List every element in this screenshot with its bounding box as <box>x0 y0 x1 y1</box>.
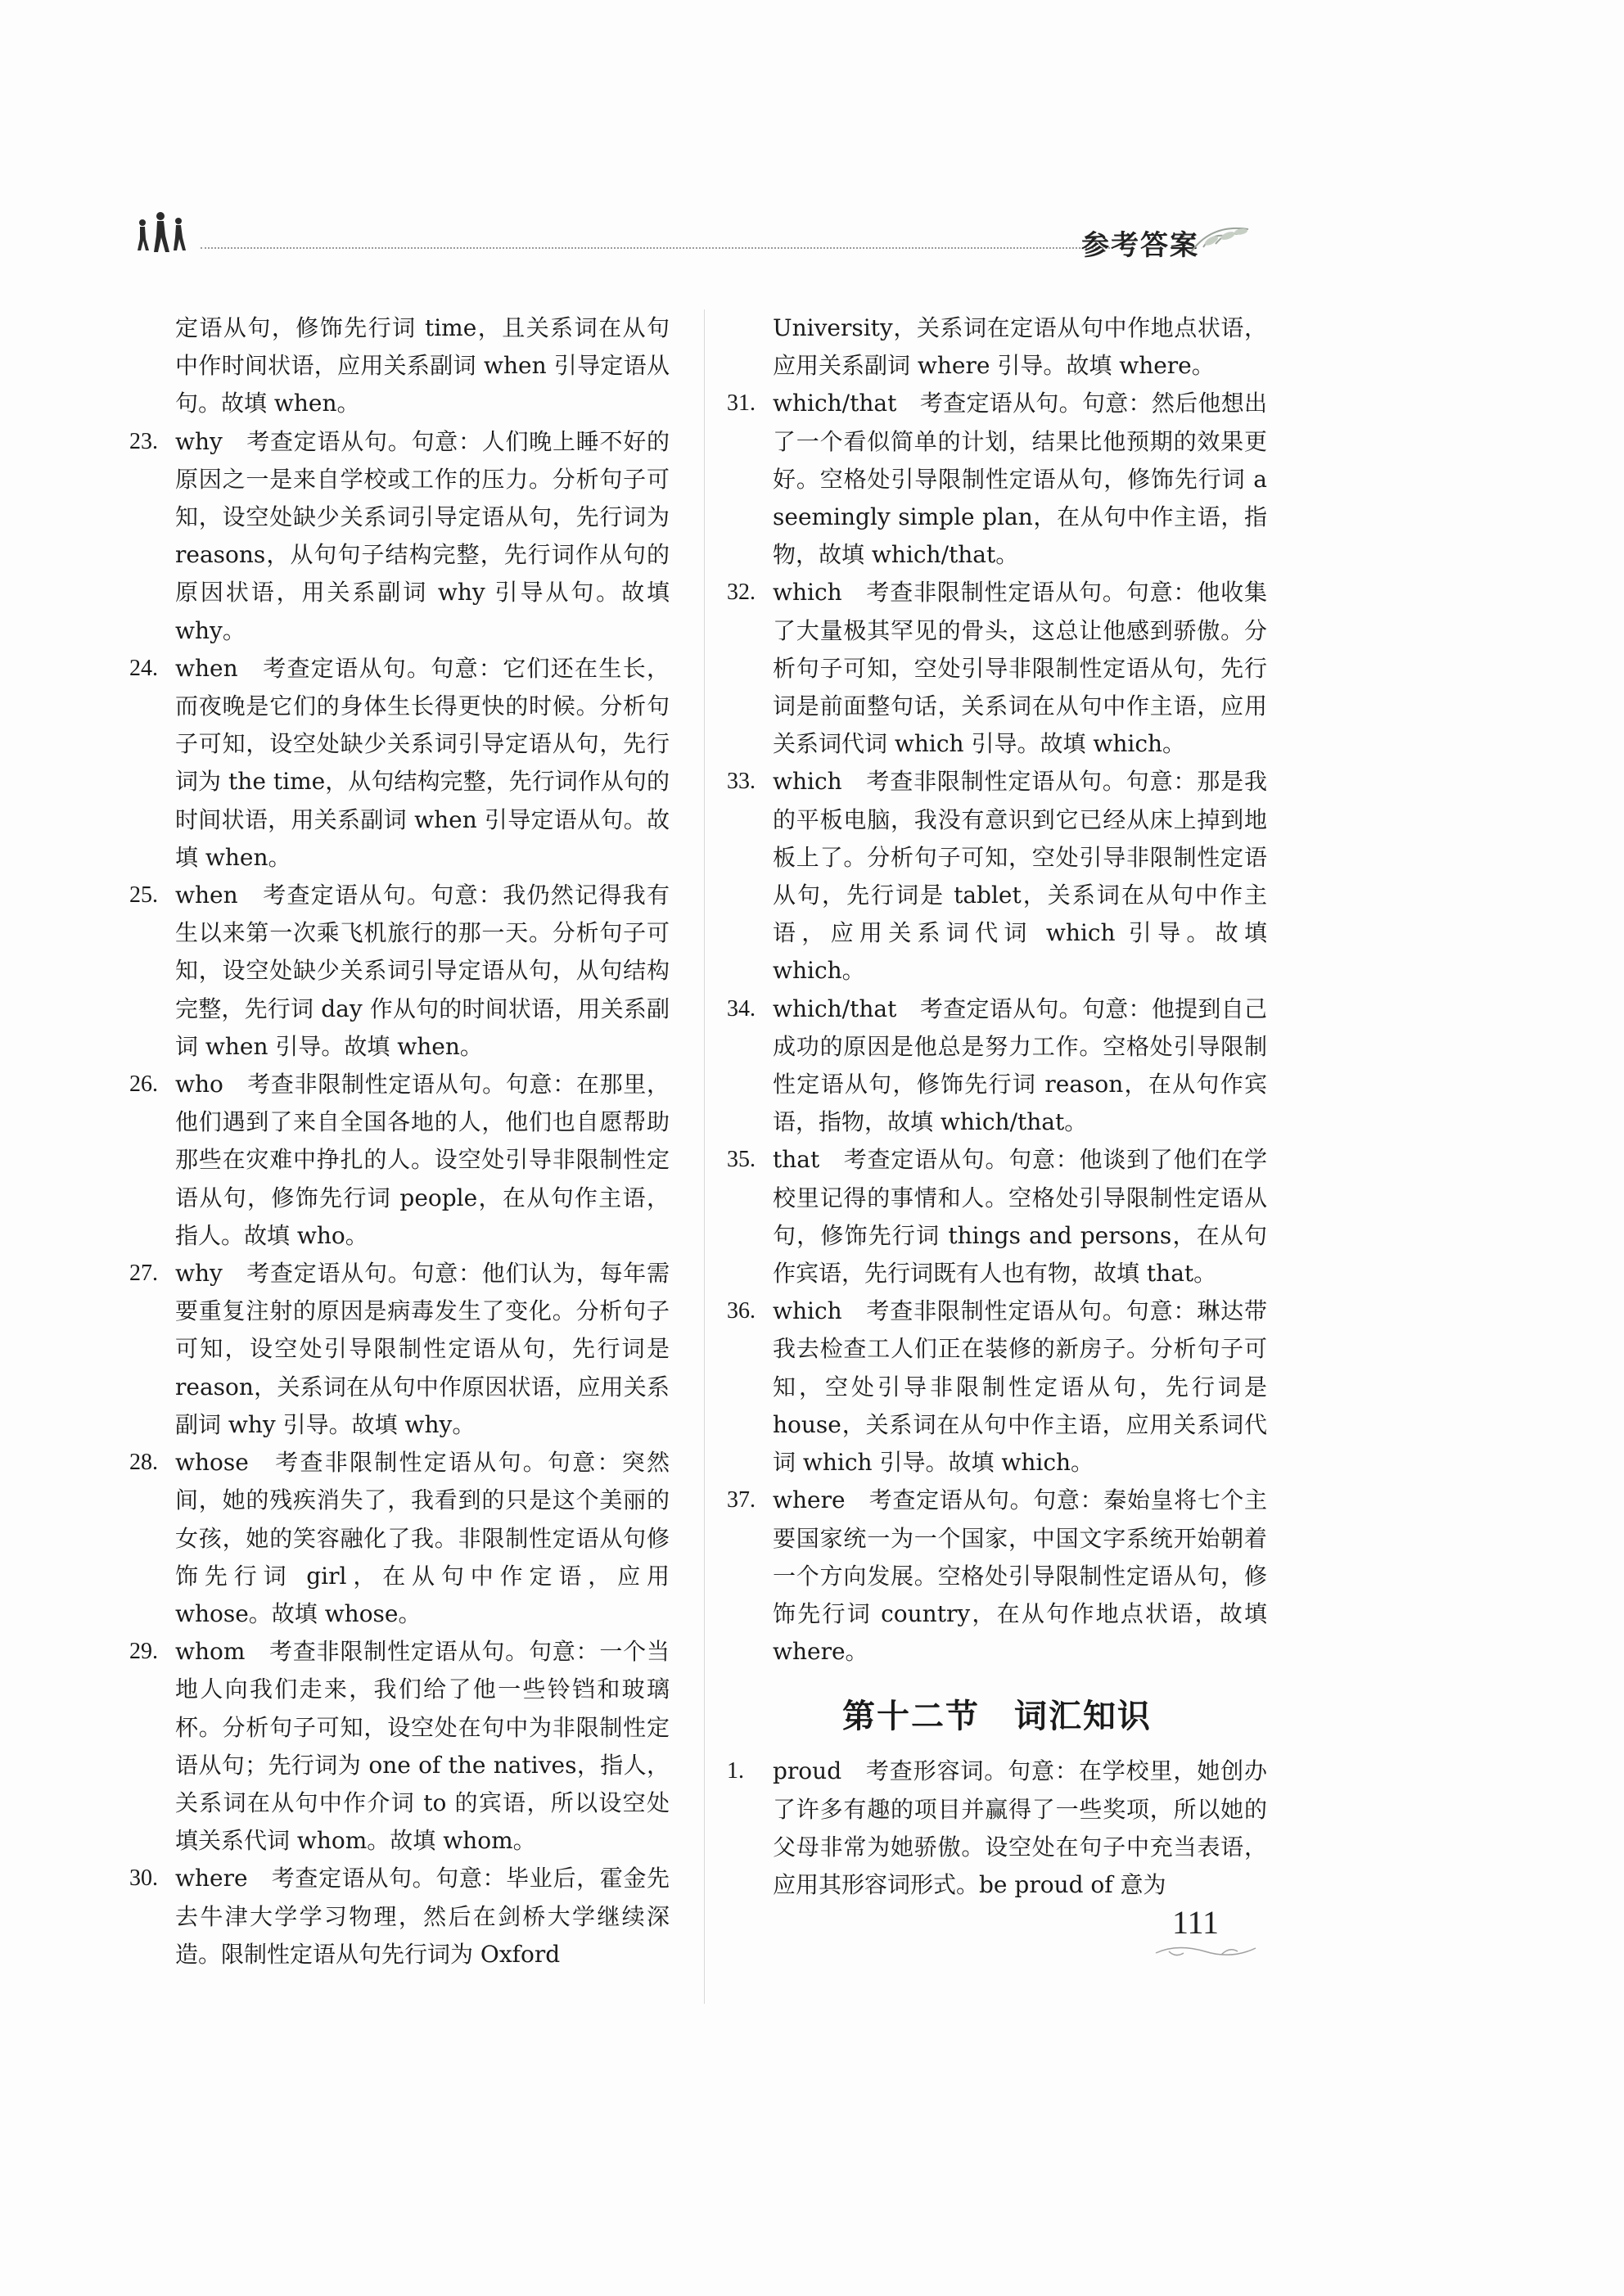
answer-entry <box>129 1255 670 1444</box>
answer-number: 33. <box>727 769 756 795</box>
header-title: 参考答案 <box>1081 229 1199 262</box>
answer-text: whose 考查非限制性定语从句。句意：突然间，她的残疾消失了，我看到的只是这个美丽的女孩，她的笑容融化了我。非限制性定语从句修饰先行词 girl，在从句中作定语，应用 whose。故填 whose。 <box>175 1449 670 1627</box>
header-rule <box>201 247 1113 249</box>
answer-number: 35. <box>727 1147 756 1173</box>
runners-icon <box>131 205 196 262</box>
answer-entry <box>727 990 1267 1142</box>
answer-text: which 考查非限制性定语从句。句意：那是我的平板电脑，我没有意识到它已经从床上掉到地板上了。分析句子可知，空处引导非限制性定语从句，先行词是 tablet，关系词在从句中作主语，应用关系词代词 which 引导。故填 which。 <box>773 768 1267 985</box>
answer-number: 29. <box>129 1639 158 1665</box>
answer-text: 定语从句，修饰先行词 time，且关系词在从句中作时间状语，应用关系副词 when 引导定语从句。故填 when。 <box>175 314 670 417</box>
answer-text: who 考查非限制性定语从句。句意：在那里，他们遇到了来自全国各地的人，他们也自愿帮助那些在灾难中挣扎的人。设空处引导非限制性定语从句，修饰先行词 people，在从句作主语，指人。故填 who。 <box>175 1071 670 1249</box>
answer-entry <box>129 1066 670 1255</box>
answer-text: whom 考查非限制性定语从句。句意：一个当地人向我们走来，我们给了他一些铃铛和玻璃杯。分析句子可知，设空处在句中为非限制性定语从句；先行词为 one of the natives，指人，关系词在从句中作介词 to 的宾语，所以设空处填关系代词 whom。故填 whom。 <box>175 1638 670 1855</box>
answer-entry <box>727 1292 1267 1482</box>
answer-number: 34. <box>727 995 756 1022</box>
answer-text: which 考查非限制性定语从句。句意：琳达带我去检查工人们正在装修的新房子。分析句子可知，空处引导非限制性定语从句，先行词是 house，关系词在从句中作主语，应用关系词代词 which 引导。故填 which。 <box>773 1297 1267 1477</box>
answer-number: 26. <box>129 1071 158 1098</box>
answer-text: University，关系词在定语从句中作地点状语，应用关系副词 where 引导。故填 where。 <box>773 314 1267 380</box>
section-heading: 第十二节 词汇知识 <box>842 1698 1152 1736</box>
page-number: 111 <box>1172 1904 1220 1941</box>
answer-text: that 考查定语从句。句意：他谈到了他们在学校里记得的事情和人。空格处引导限制性定语从句，修饰先行词 things and persons，在从句作宾语，先行词既有人也有物，故填 that。 <box>773 1146 1267 1288</box>
answer-entry <box>129 1444 670 1633</box>
column-divider <box>704 309 705 2004</box>
answer-entry <box>129 309 670 423</box>
leaf-ornament-icon <box>1187 219 1252 260</box>
answer-number: 24. <box>129 655 158 681</box>
answer-number: 23. <box>129 428 158 454</box>
answer-text: which/that 考查定语从句。句意：然后他想出了一个看似简单的计划，结果比他预期的效果更好。空格处引导限制性定语从句，修饰先行词 a seemingly simple plan，在从句中作主语，指物，故填 which/that。 <box>773 390 1267 569</box>
answer-entry <box>727 385 1267 574</box>
answer-entry <box>727 1482 1267 1671</box>
answer-entry <box>727 574 1267 763</box>
answer-text: when 考查定语从句。句意：它们还在生长，而夜晚是它们的身体生长得更快的时候。分析句子可知，设空处缺少关系词引导定语从句，先行词为 the time，从句结构完整，先行词作从句的时间状语，用关系副词 when 引导定语从句。故填 when。 <box>175 654 670 871</box>
answer-entry <box>727 309 1267 385</box>
answer-number: 27. <box>129 1261 158 1287</box>
answer-text: which/that 考查定语从句。句意：他提到自己成功的原因是他总是努力工作。空格处引导限制性定语从句，修饰先行词 reason，在从句作宾语，指物，故填 which/that。 <box>773 995 1267 1136</box>
answer-text: when 考查定语从句。句意：我仍然记得我有生以来第一次乘飞机旅行的那一天。分析句子可知，设空处缺少关系词引导定语从句，从句结构完整，先行词 day 作从句的时间状语，用关系副词 when 引导。故填 when。 <box>175 882 670 1060</box>
answer-number: 30. <box>129 1865 158 1892</box>
answer-text: where 考查定语从句。句意：秦始皇将七个主要国家统一为一个国家，中国文字系统开始朝着一个方向发展。空格处引导限制性定语从句，修饰先行词 country，在从句作地点状语，故填 where。 <box>773 1486 1267 1666</box>
answer-text: where 考查定语从句。句意：毕业后，霍金先去牛津大学学习物理，然后在剑桥大学继续深造。限制性定语从句先行词为 Oxford <box>175 1865 670 1968</box>
answer-entry <box>129 423 670 650</box>
answer-entry <box>129 1860 670 1973</box>
left-column <box>129 309 670 1973</box>
answer-text: proud 考查形容词。句意：在学校里，她创办了许多有趣的项目并赢得了一些奖项，所以她的父母非常为她骄傲。设空处在句子中充当表语，应用其形容词形式。be proud of 意为 <box>773 1757 1267 1898</box>
answer-number: 1. <box>727 1758 744 1784</box>
answer-entry <box>727 1141 1267 1292</box>
answer-entry <box>727 1752 1267 1904</box>
page-number-ornament-icon <box>1153 1942 1259 1961</box>
right-column <box>727 309 1267 1904</box>
answer-entry <box>129 1633 670 1860</box>
answer-entry <box>129 877 670 1066</box>
page-header <box>131 205 1252 262</box>
answer-number: 36. <box>727 1298 756 1324</box>
answer-entry <box>727 763 1267 990</box>
answer-text: why 考查定语从句。句意：他们认为，每年需要重复注射的原因是病毒发生了变化。分析句子可知，设空处引导限制性定语从句，先行词是 reason，关系词在从句中作原因状语，应用关系副词 why 引导。故填 why。 <box>175 1260 670 1438</box>
answer-number: 31. <box>727 390 756 417</box>
answer-text: which 考查非限制性定语从句。句意：他收集了大量极其罕见的骨头，这总让他感到骄傲。分析句子可知，空处引导非限制性定语从句，先行词是前面整句话，关系词在从句中作主语，应用关系词代词 which 引导。故填 which。 <box>773 579 1267 758</box>
answer-text: why 考查定语从句。句意：人们晚上睡不好的原因之一是来自学校或工作的压力。分析句子可知，设空处缺少关系词引导定语从句，先行词为 reasons，从句句子结构完整，先行词作从句的原因状语，用关系副词 why 引导从句。故填 why。 <box>175 427 670 644</box>
answer-number: 25. <box>129 882 158 909</box>
answer-number: 28. <box>129 1450 158 1476</box>
answer-entry <box>129 650 670 877</box>
answer-number: 32. <box>727 580 756 606</box>
answer-number: 37. <box>727 1487 756 1513</box>
